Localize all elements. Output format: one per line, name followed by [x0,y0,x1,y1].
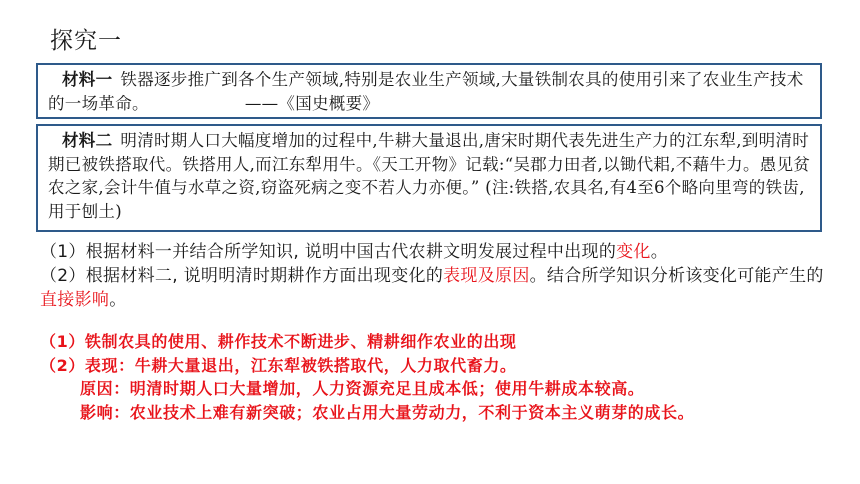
material-two-text: 明清时期人口大幅度增加的过程中,牛耕大量退出,唐宋时期代表先进生产力的江东犁,到明清时期已被铁搭取代。铁搭用人,而江东犁用牛。《天工开物》记载:“吴郡力田者,以锄代耜,不藉牛力。愚见贫农之家,会计牛值与水草之资,窃盗死病之变不若人力亦便。” (注:铁搭,农具名,有4至6个略向里弯的铁齿,用于刨土) [48,131,811,221]
answers [40,330,840,424]
question-two-end: 。 [109,290,127,310]
questions [40,240,830,312]
question-one-text: （1）根据材料一并结合所学知识, 说明中国古代农耕文明发展过程中出现的 [40,242,617,262]
material-two-label: 材料二 [62,131,113,150]
answer-reason: 原因：明清时期人口大量增加，人力资源充足且成本低；使用牛耕成本较高。 [80,379,645,398]
question-two-keyword-1: 表现及原因 [443,266,530,286]
question-one-end: 。 [650,242,669,262]
material-one-text: 铁器逐步推广到各个生产领域,特别是农业生产领域,大量铁制农具的使用引来了农业生产技术的一场革命。 [48,70,804,113]
question-one [40,240,830,264]
question-two-keyword-2: 直接影响 [40,290,110,310]
material-two-box [36,124,822,232]
question-one-keyword: 变化 [616,242,651,262]
section-title: 探究一 [50,28,122,54]
answer-one: （1）铁制农具的使用、耕作技术不断进步、精耕细作农业的出现 [40,332,517,351]
material-one-source: ——《国史概要》 [244,93,380,113]
answer-two: （2）表现：牛耕大量退出，江东犁被铁搭取代，人力取代畜力。 [40,355,517,375]
question-two-text: （2）根据材料二, 说明明清时期耕作方面出现变化的 [40,266,444,286]
material-one-label: 材料一 [62,70,113,89]
question-two [40,264,830,312]
material-one-box [36,63,822,119]
answer-impact: 影响：农业技术上难有新突破；农业占用大量劳动力，不利于资本主义萌芽的成长。 [80,402,695,422]
question-two-text-mid: 。结合所学知识分析该变化可能产生的 [529,266,824,286]
